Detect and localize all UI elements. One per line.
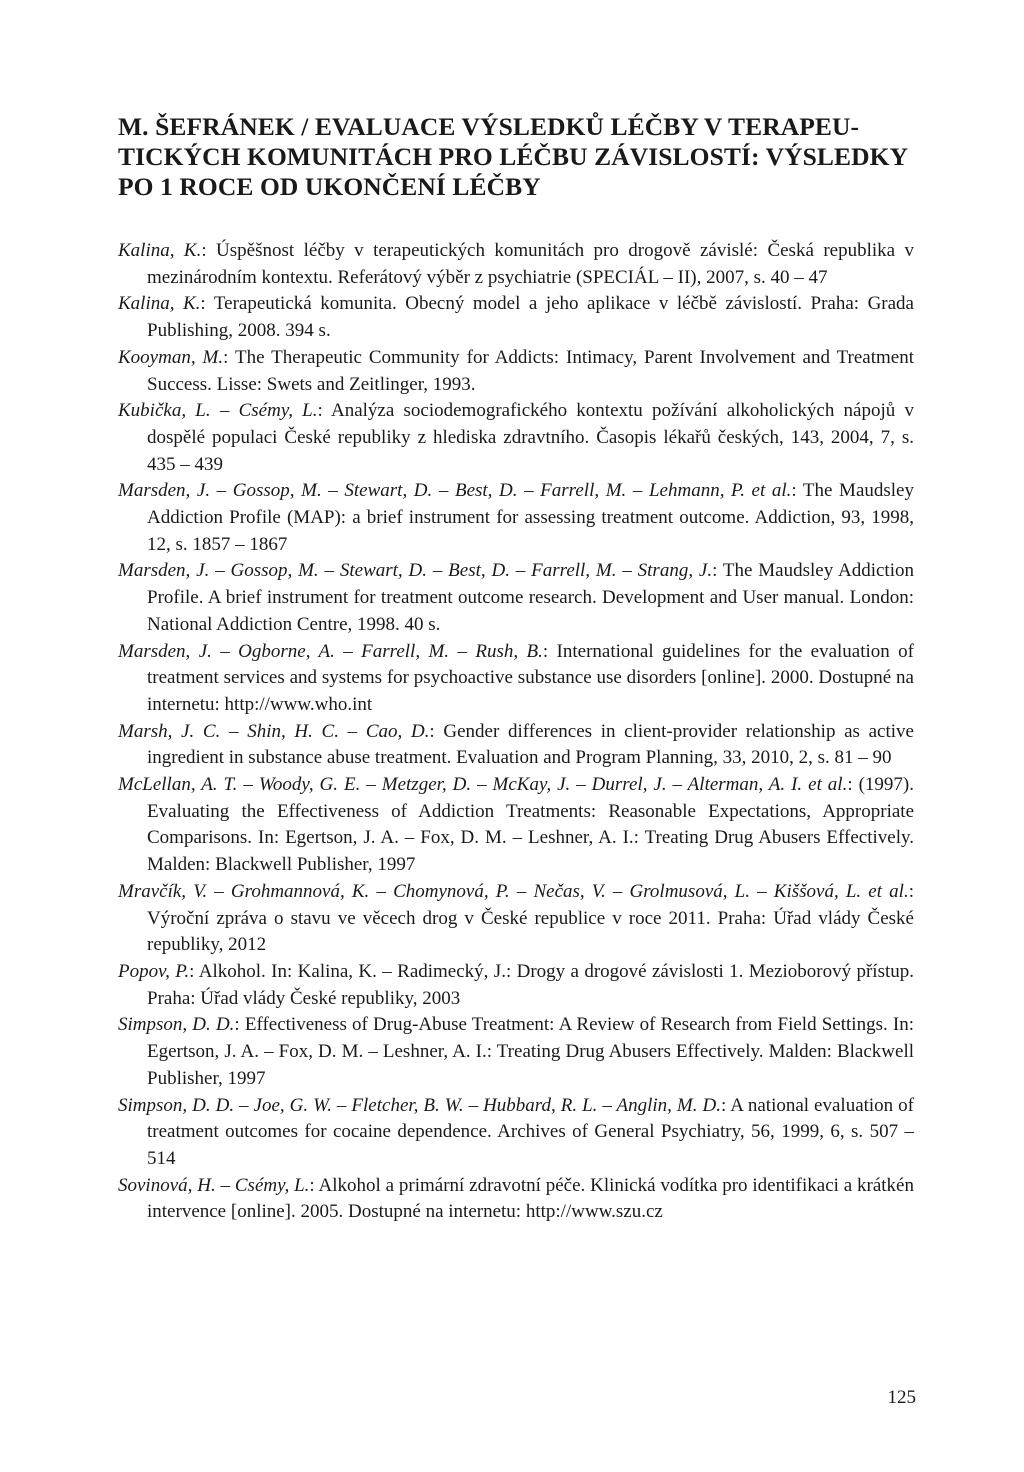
reference-authors: Marsden, J. – Gossop, M. – Stewart, D. – Best, D. – Farrell, M. – Strang, J. [118, 560, 713, 582]
reference-text: : Alkohol. In: Kalina, K. – Radimecký, J.: Drogy a drogové závislosti 1. Mezioborový přístup. Praha: Úřad vlády České republiky, 2003 [147, 960, 914, 1009]
page-content [118, 112, 914, 1226]
reference-authors: Marsden, J. – Ogborne, A. – Farrell, M. – Rush, B. [118, 640, 543, 662]
reference-item [118, 558, 914, 638]
reference-text: : Alkohol a primární zdravotní péče. Klinická vodítka pro identifikaci a krátkén intervence [online]. 2005. Dostupné na internetu: http://www.szu.cz [147, 1174, 914, 1223]
reference-authors: Sovinová, H. – Csémy, L. [118, 1174, 310, 1196]
reference-authors: Simpson, D. D. – Joe, G. W. – Fletcher, B. W. – Hubbard, R. L. – Anglin, M. D. [118, 1094, 721, 1116]
reference-authors: Kubička, L. – Csémy, L. [118, 400, 318, 422]
reference-item [118, 639, 914, 719]
reference-item [118, 345, 914, 398]
reference-text: : The Maudsley Addiction Profile (MAP): a brief instrument for assessing treatment outcome. Addiction, 93, 1998, 12, s. 1857 – 1867 [147, 480, 914, 555]
reference-authors: Marsden, J. – Gossop, M. – Stewart, D. – Best, D. – Farrell, M. – Lehmann, P. et al. [118, 480, 792, 502]
reference-list [118, 238, 914, 1226]
reference-text: : Terapeutická komunita. Obecný model a jeho aplikace v léčbě závislostí. Praha: Grada Publishing, 2008. 394 s. [147, 293, 914, 342]
reference-authors: Marsh, J. C. – Shin, H. C. – Cao, D. [118, 720, 430, 742]
reference-text: : Analýza sociodemografického kontextu požívání alkoholických nápojů v dospělé populaci České republiky z hlediska zdravtního. Časopis lékařů českých, 143, 2004, 7, s. 435 – 439 [147, 400, 915, 475]
reference-item [118, 398, 914, 478]
reference-text: : Gender differences in client-provider relationship as active ingredient in substance abuse treatment. Evaluation and Program Planning, 33, 2010, 2, s. 81 – 90 [147, 720, 914, 769]
reference-item [118, 478, 914, 558]
reference-item [118, 879, 914, 959]
reference-item [118, 238, 914, 291]
reference-text: : International guidelines for the evaluation of treatment services and systems for psychoactive substance use disorders [online]. 2000. Dostupné na internetu: http://www.who.int [147, 640, 914, 715]
reference-text: : Effectiveness of Drug-Abuse Treatment: A Review of Research from Field Settings. In: Egertson, J. A. – Fox, D. M. – Leshner, A. I.: Treating Drug Abusers Effectively. Malden: Blackwell Publisher, 1997 [147, 1014, 914, 1089]
reference-item [118, 1012, 914, 1092]
reference-text: : Výroční zpráva o stavu ve věcech drog v České republice v roce 2011. Praha: Úřad vlády České republiky, 2012 [147, 880, 914, 956]
reference-text: : Úspěšnost léčby v terapeutických komunitách pro drogově závislé: Česká republika v mezinárodním kontextu. Referátový výběr z psychiatrie (SPECIÁL – II), 2007, s. 40 – 47 [147, 240, 914, 288]
reference-authors: Popov, P. [118, 960, 190, 982]
reference-text: : A national evaluation of treatment outcomes for cocaine dependence. Archives of General Psychiatry, 56, 1999, 6, s. 507 – 514 [147, 1094, 914, 1169]
reference-authors: Kalina, K. [118, 240, 202, 261]
reference-item [118, 1093, 914, 1173]
reference-item [118, 291, 914, 344]
reference-authors: McLellan, A. T. – Woody, G. E. – Metzger, D. – McKay, J. – Durrel, J. – Alterman, A. I. et al. [118, 774, 848, 796]
page-number: 125 [887, 1387, 916, 1408]
reference-item [118, 772, 914, 879]
reference-text: : The Maudsley Addiction Profile. A brief instrument for treatment outcome research. Development and User manual. London: National Addiction Centre, 1998. 40 s. [147, 560, 914, 635]
reference-text: : The Therapeutic Community for Addicts: Intimacy, Parent Involvement and Treatment Success. Lisse: Swets and Zeitlinger, 1993. [147, 346, 914, 395]
reference-authors: Kooyman, M. [118, 346, 224, 368]
article-title: M. ŠEFRÁNEK / EVALUACE VÝSLEDKŮ LÉČBY V TERAPEU- TICKÝCH KOMUNITÁCH PRO LÉČBU ZÁVISLOSTÍ: VÝSLEDKY PO 1 ROCE OD UKONČENÍ LÉČBY [118, 112, 909, 201]
reference-authors: Mravčík, V. – Grohmannová, K. – Chomynová, P. – Nečas, V. – Grolmusová, L. – Kiššová, L. et al. [118, 880, 909, 902]
reference-text: : (1997). Evaluating the Effectiveness of Addiction Treatments: Reasonable Expectations, Appropriate Comparisons. In: Egertson, J. A. – Fox, D. M. – Leshner, A. I.: Treating Drug Abusers Effectively. Malden: Blackwell Publisher, 1997 [147, 774, 914, 876]
reference-authors: Simpson, D. D. [118, 1014, 235, 1036]
reference-item [118, 959, 914, 1012]
reference-item [118, 719, 914, 772]
reference-item [118, 1173, 914, 1226]
reference-authors: Kalina, K. [118, 293, 201, 315]
